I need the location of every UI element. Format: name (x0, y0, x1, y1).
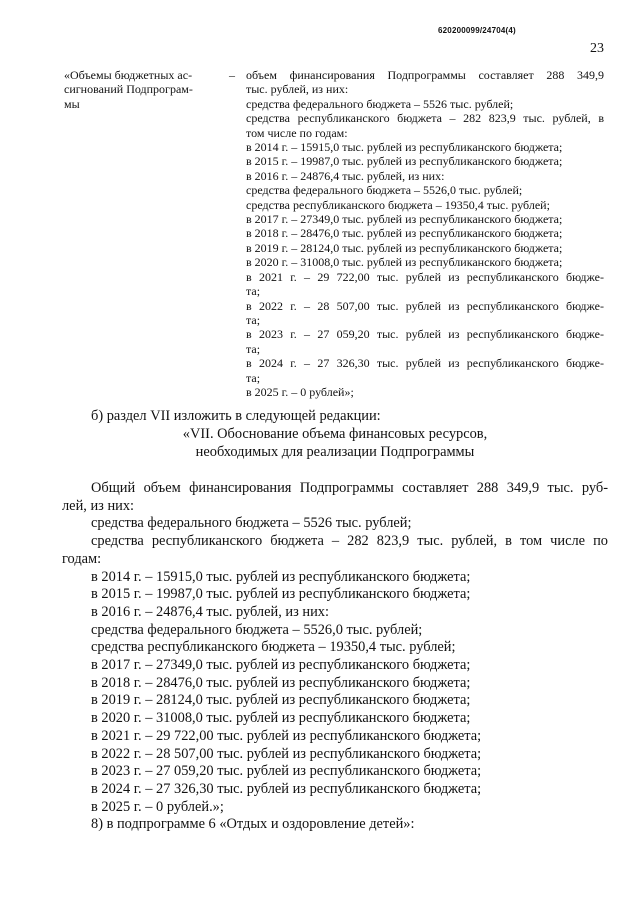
funding-section (62, 480, 608, 834)
federal-budget-line: средства федерального бюджета – 5526 тыс. рублей; (91, 515, 412, 532)
passport-line: в 2025 г. – 0 рублей»; (246, 384, 354, 399)
section-heading-line: «VII. Обоснование объема финансовых ресурсов, (182, 426, 488, 442)
passport-label (64, 68, 214, 111)
year-line: в 2025 г. – 0 рублей.»; (91, 798, 224, 815)
year-line: средства федерального бюджета – 5526,0 тыс. рублей; (91, 621, 423, 638)
section-heading (62, 426, 608, 461)
passport-line: средства федерального бюджета – 5526,0 тыс. рублей; (246, 183, 523, 198)
passport-line: в 2023 г. – 27 059,20 тыс. рублей из республиканского бюдже- (246, 327, 604, 342)
year-line: в 2023 г. – 27 059,20 тыс. рублей из республиканского бюджета; (91, 763, 482, 780)
republic-budget-line: годам: (62, 550, 102, 567)
passport-line: в 2022 г. – 28 507,00 тыс. рублей из республиканского бюдже- (246, 298, 604, 313)
passport-line: в 2016 г. – 24876,4 тыс. рублей, из них: (246, 168, 445, 183)
year-line: в 2016 г. – 24876,4 тыс. рублей, из них: (91, 603, 329, 620)
year-line: в 2024 г. – 27 326,30 тыс. рублей из республиканского бюджета; (91, 780, 482, 797)
year-line: в 2019 г. – 28124,0 тыс. рублей из республиканского бюджета; (91, 692, 471, 709)
passport-line: объем финансирования Подпрограммы составляет 288 349,9 (246, 68, 604, 82)
year-line: в 2020 г. – 31008,0 тыс. рублей из республиканского бюджета; (91, 710, 471, 727)
passport-line: тыс. рублей, из них: (246, 82, 349, 97)
passport-line: в 2024 г. – 27 326,30 тыс. рублей из республиканского бюдже- (246, 356, 604, 371)
passport-line: средства республиканского бюджета – 19350,4 тыс. рублей; (246, 197, 550, 212)
passport-line: та; (246, 341, 261, 356)
passport-dash: – (229, 68, 235, 82)
year-line: средства республиканского бюджета – 19350,4 тыс. рублей; (91, 639, 456, 656)
passport-line: в 2021 г. – 29 722,00 тыс. рублей из республиканского бюдже- (246, 269, 604, 284)
funding-total-line: лей, из них: (62, 497, 135, 514)
page-number: 23 (590, 41, 604, 56)
year-line: в 2018 г. – 28476,0 тыс. рублей из республиканского бюджета; (91, 674, 471, 691)
passport-line: в 2018 г. – 28476,0 тыс. рублей из республиканского бюджета; (246, 226, 563, 241)
item-8-line: 8) в подпрограмме 6 «Отдых и оздоровление детей»: (91, 816, 415, 833)
passport-label-line: «Объемы бюджетных ас- (64, 68, 193, 82)
republic-budget-line: средства республиканского бюджета – 282 823,9 тыс. рублей, в том числе по (91, 533, 608, 550)
section-heading-line: необходимых для реализации Подпрограммы (195, 443, 475, 460)
year-line: в 2014 г. – 15915,0 тыс. рублей из республиканского бюджета; (91, 568, 471, 585)
passport-line: та; (246, 284, 261, 299)
passport-line: та; (246, 370, 261, 385)
passport-line: средства республиканского бюджета – 282 823,9 тыс. рублей, в (246, 111, 604, 126)
section-b-paragraph (62, 408, 608, 426)
funding-total-line: Общий объем финансирования Подпрограммы составляет 288 349,9 тыс. руб- (91, 480, 608, 496)
passport-line: в 2019 г. – 28124,0 тыс. рублей из республиканского бюджета; (246, 240, 563, 255)
passport-label-line: мы (64, 96, 80, 111)
passport-content (246, 68, 604, 399)
passport-label-line: сигнований Подпрограм- (64, 82, 193, 97)
passport-line: та; (246, 312, 261, 327)
passport-line: средства федерального бюджета – 5526 тыс. рублей; (246, 96, 514, 111)
year-line: в 2022 г. – 28 507,00 тыс. рублей из республиканского бюджета; (91, 745, 482, 762)
document-code: 620200099/24704(4) (438, 26, 516, 35)
passport-line: в 2014 г. – 15915,0 тыс. рублей из республиканского бюджета; (246, 140, 563, 155)
section-b-text: б) раздел VII изложить в следующей редакции: (91, 408, 381, 424)
year-line: в 2015 г. – 19987,0 тыс. рублей из республиканского бюджета; (91, 586, 471, 603)
passport-line: в 2020 г. – 31008,0 тыс. рублей из республиканского бюджета; (246, 255, 563, 270)
passport-line: в 2015 г. – 19987,0 тыс. рублей из республиканского бюджета; (246, 154, 563, 169)
year-line: в 2017 г. – 27349,0 тыс. рублей из республиканского бюджета; (91, 657, 471, 674)
passport-line: в 2017 г. – 27349,0 тыс. рублей из республиканского бюджета; (246, 212, 563, 227)
passport-line: том числе по годам: (246, 125, 348, 140)
year-line: в 2021 г. – 29 722,00 тыс. рублей из республиканского бюджета; (91, 727, 482, 744)
